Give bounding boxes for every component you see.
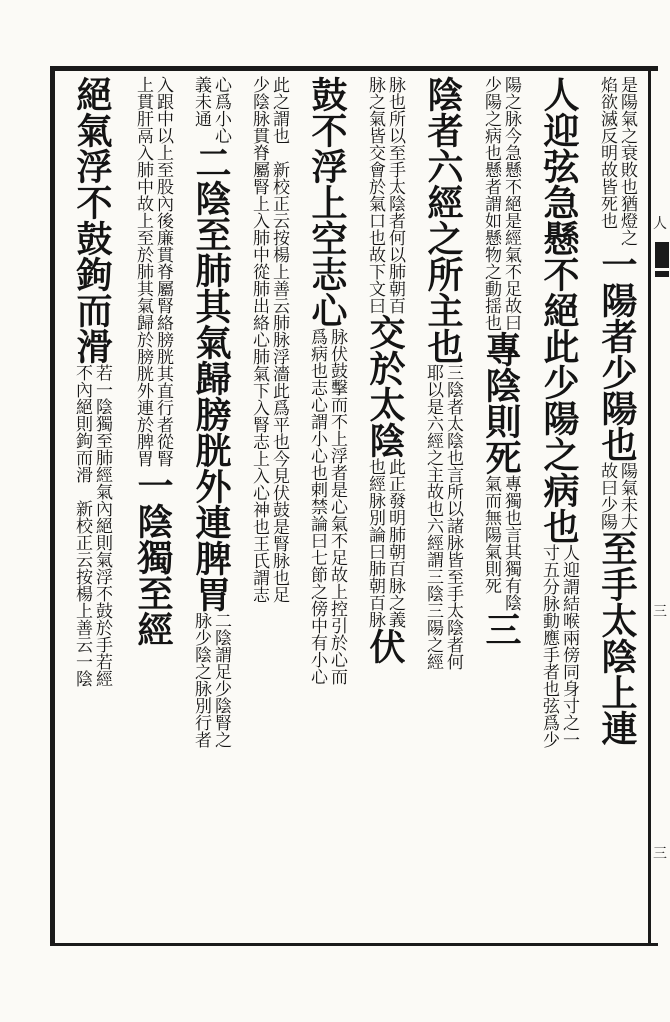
commentary-line-left: 脉少陰之脉別行者 bbox=[191, 612, 211, 748]
commentary-line-left: 義未通 bbox=[191, 76, 211, 127]
commentary-line-left: 也經脉別論曰肺朝百脉 bbox=[365, 458, 385, 628]
margin-title-char: 人 bbox=[653, 216, 667, 232]
commentary-line-right: 二陰謂足少陰腎之 bbox=[211, 612, 231, 748]
commentary-line-right: 若一陰獨至肺經氣內絕則氣浮不鼓於手若經 bbox=[92, 364, 112, 687]
commentary-pair bbox=[192, 612, 230, 748]
main-text: 一陰獨至經 bbox=[132, 467, 174, 647]
commentary-line-left: 故曰少陽 bbox=[597, 462, 617, 530]
commentary-line-left: 少陽之病也懸者謂如懸物之動揺也 bbox=[481, 76, 501, 331]
text-column bbox=[472, 76, 530, 938]
margin-folio-char-lower: 三 bbox=[653, 846, 667, 862]
commentary-line-left: 不內絕則鉤而滑 新校正云按楊上善云一陰 bbox=[72, 364, 92, 687]
text-column bbox=[530, 76, 588, 938]
commentary-line-left: 脉之氣皆交會於氣口也故下文曰 bbox=[365, 76, 385, 314]
text-column bbox=[298, 76, 356, 938]
text-column bbox=[60, 76, 124, 938]
commentary-line-right: 此正發明肺朝百脉之義 bbox=[385, 458, 405, 628]
commentary-pair bbox=[366, 458, 404, 628]
commentary-line-right: 入跟中以上至股內後廉貫脊屬腎絡膀胱其直行者從腎 bbox=[153, 76, 173, 467]
commentary-line-left: 焰欲滅反明故皆死也 bbox=[597, 76, 617, 229]
commentary-line-left: 寸五分脉動應手者也弦爲少 bbox=[539, 544, 559, 748]
main-text: 交於太陰 bbox=[364, 314, 406, 458]
commentary-line-right: 心爲小心 bbox=[211, 76, 231, 144]
fish-tail-mark-lower bbox=[655, 271, 669, 277]
text-column bbox=[356, 76, 414, 938]
main-text: 鼓不浮上空志心 bbox=[306, 76, 348, 328]
text-column bbox=[588, 76, 646, 938]
margin-folio-char: 三 bbox=[653, 604, 667, 620]
main-text: 人迎弦急懸不絕此少陽之病也 bbox=[538, 76, 580, 544]
commentary-line-right: 是陽氣之衰敗也猶燈之 bbox=[617, 76, 637, 246]
main-text: 陰者六經之所主也 bbox=[422, 76, 464, 364]
main-text: 伏 bbox=[364, 628, 406, 664]
main-text: 二陰至肺其氣歸膀胱外連脾胃 bbox=[190, 144, 232, 612]
commentary-pair bbox=[598, 76, 636, 246]
fore-edge-margin bbox=[651, 66, 670, 946]
commentary-pair bbox=[482, 475, 520, 611]
commentary-line-left: 爲病也志心謂小心也剌禁論曰七節之傍中有小心 bbox=[307, 328, 327, 685]
main-text: 至手太陰上連 bbox=[596, 530, 638, 746]
commentary-pair bbox=[134, 76, 172, 467]
frame-left-border bbox=[50, 66, 55, 946]
commentary-line-right: 專獨也言其獨有陰 bbox=[501, 475, 521, 611]
commentary-pair bbox=[598, 462, 636, 530]
text-column bbox=[240, 76, 298, 938]
commentary-pair bbox=[482, 76, 520, 331]
commentary-pair bbox=[250, 76, 288, 603]
commentary-line-right: 人迎謂結喉兩傍同身寸之一 bbox=[559, 544, 579, 748]
main-text: 三 bbox=[480, 611, 522, 647]
main-text: 絕氣浮不鼓鉤而滑 bbox=[71, 76, 113, 364]
commentary-line-right: 脉也所以至手太陰者何以肺朝百 bbox=[385, 76, 405, 314]
commentary-line-right: 三陰者太陰也言所以諸脉皆至手太陰者何 bbox=[443, 364, 463, 670]
text-column bbox=[124, 76, 182, 938]
main-text: 專陰則死 bbox=[480, 331, 522, 475]
commentary-line-right: 陽氣未大 bbox=[617, 462, 637, 530]
fish-tail-mark bbox=[655, 242, 669, 268]
commentary-line-right: 脉伏鼓擊而不上浮者是心氣不足故上控引於心而 bbox=[327, 328, 347, 685]
commentary-pair bbox=[366, 76, 404, 314]
commentary-pair bbox=[424, 364, 462, 670]
text-column bbox=[414, 76, 472, 938]
text-column bbox=[182, 76, 240, 938]
frame-top-border bbox=[52, 66, 658, 71]
main-text: 一陽者少陽也 bbox=[596, 246, 638, 462]
commentary-line-right: 陽之脉今急懸不絕是經氣不足故曰 bbox=[501, 76, 521, 331]
commentary-line-left: 少陰脉貫脊屬腎上入肺中從肺出絡心肺氣下入腎志上入心神也王氏謂志 bbox=[249, 76, 269, 603]
commentary-line-left: 耶以是六經之主故也六經謂三陰三陽之經 bbox=[423, 364, 443, 670]
commentary-pair bbox=[540, 544, 578, 748]
commentary-line-right: 此之謂也 新校正云按楊上善云肺脉浮濇此爲平也今見伏鼓是腎脉也足 bbox=[269, 76, 289, 603]
commentary-line-left: 上貫肝鬲入肺中故上至於肺其氣歸於膀胱外連於脾胃 bbox=[133, 76, 153, 467]
commentary-line-left: 氣而無陽氣則死 bbox=[481, 475, 501, 594]
commentary-pair bbox=[192, 76, 230, 144]
frame-bottom-border bbox=[52, 943, 658, 946]
commentary-pair bbox=[308, 328, 346, 685]
commentary-pair bbox=[73, 364, 111, 687]
